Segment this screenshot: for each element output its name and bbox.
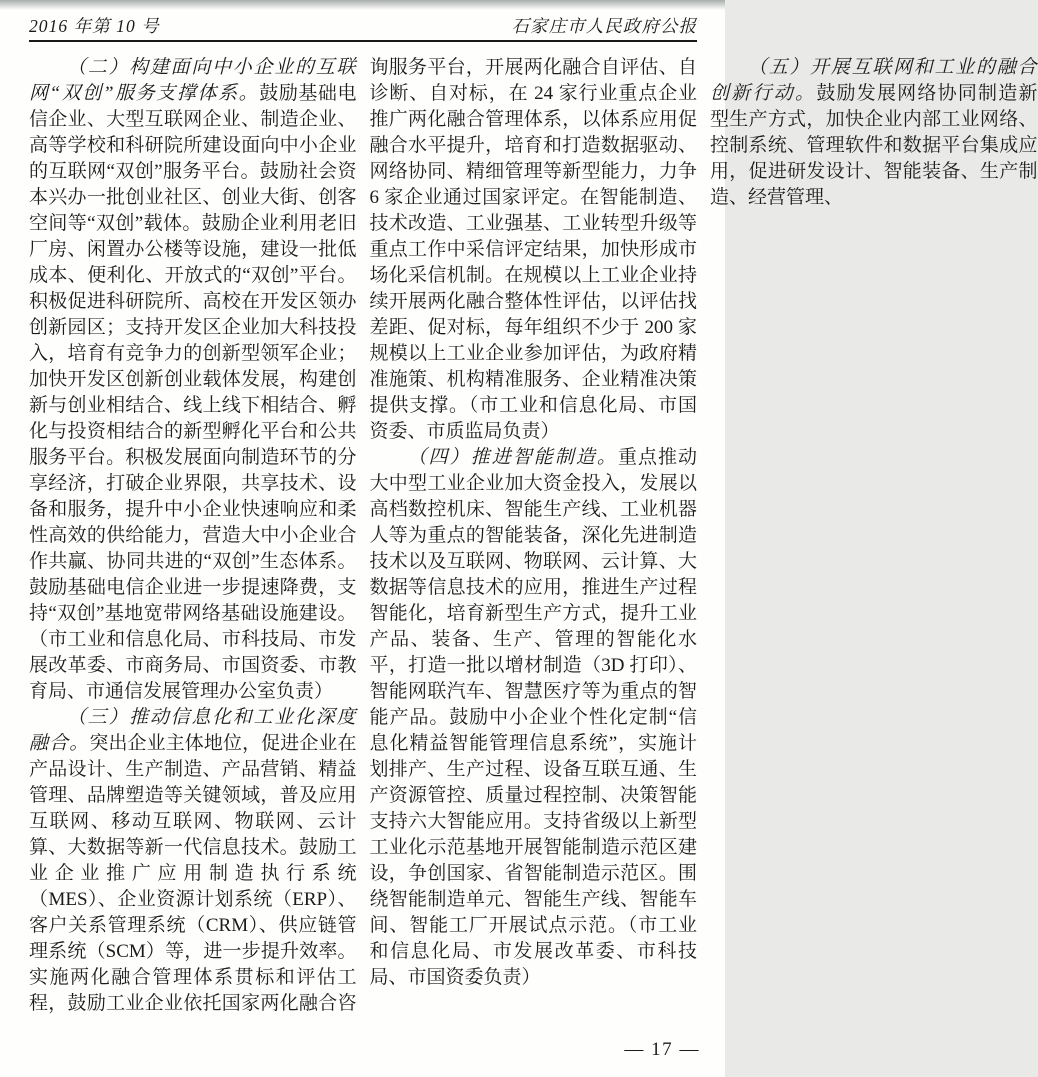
page-number: — 17 — bbox=[624, 1039, 700, 1060]
page-footer bbox=[624, 1039, 700, 1061]
section-5-heading: （五）开展互联网和工业的融合创新行动。 bbox=[710, 57, 1038, 104]
section-4-text: 重点推动大中型工业企业加大资金投入，发展以高档数控机床、智能生产线、工业机器人等为重点的智能装备，深化先进制造技术以及互联网、物联网、云计算、大数据等信息技术的应用，推进生产过程智能化，培育新型生产方式，提升工业产品、装备、生产、管理的智能化水平，打造一批以增材制造（3D 打印）、智能网联汽车、智慧医疗等为重点的智能产品。鼓励中小企业个性化定制“信息化精益智能管理信息系统”，实施计划排产、生产过程、设备互联互通、生产资源管控、质量过程控制、决策智能支持六大智能应用。支持省级以上新型工业化示范基地开展智能制造示范区建设，争创国家、省智能制造示范区。围绕智能制造单元、智能生产线、智能车间、智能工厂开展试点示范。（市工业和信息化局、市发展改革委、市科技局、市国资委负责） bbox=[369, 447, 697, 988]
section-2-heading: （二）构建面向中小企业的互联网“双创”服务支撑体系。 bbox=[29, 57, 357, 104]
section-4-heading: （四）推进智能制造。 bbox=[407, 447, 618, 468]
section-5-text: 鼓励发展网络协同制造新型生产方式，加快企业内部工业网络、控制系统、管理软件和数据平台集成应用，促进研发设计、智能装备、生产制造、经营管理、 bbox=[710, 83, 1038, 208]
issue-number: 2016 年第 10 号 bbox=[29, 16, 160, 36]
article-body bbox=[29, 55, 1038, 1025]
header-rule bbox=[29, 40, 697, 42]
paragraph-section-2 bbox=[29, 55, 357, 705]
page-header bbox=[29, 13, 697, 38]
paragraph-section-4 bbox=[370, 445, 698, 991]
section-2-text: 鼓励基础电信企业、大型互联网企业、制造企业、高等学校和科研院所建设面向中小企业的互联网“双创”服务平台。鼓励社会资本兴办一批创业社区、创业大街、创客空间等“双创”载体。鼓励企业利用老旧厂房、闲置办公楼等设施，建设一批低成本、便利化、开放式的“双创”平台。积极促进科研院所、高校在开发区领办创新园区；支持开发区企业加大科技投入，培育有竞争力的创新型领军企业；加快开发区创新创业载体发展，构建创新与创业相结合、线上线下相结合、孵化与投资相结合的新型孵化平台和公共服务平台。积极发展面向制造环节的分享经济，打破企业界限，共享技术、设备和服务，提升中小企业快速响应和柔性高效的供给能力，营造大中小企业合作共赢、协同共进的“双创”生态体系。鼓励基础电信企业进一步提速降费，支持“双创”基地宽带网络基础设施建设。（市工业和信息化局、市科技局、市发展改革委、市商务局、市国资委、市教育局、市通信发展管理办公室负责） bbox=[29, 83, 357, 702]
section-3-heading: （三）推动信息化和工业化深度融合。 bbox=[29, 707, 357, 754]
scan-edge-shadow bbox=[0, 0, 725, 10]
section-3-text: 突出企业主体地位，促进企业在产品设计、生产制造、产品营销、精益管理、品牌塑造等关键领域，普及应用互联网、移动互联网、物联网、云计算、大数据等新一代信息技术。鼓励工业企业推广应用制造执行系统（MES）、企业资源计划系统（ERP）、客户关系管理系统（CRM）、供应链管理系统（SCM）等，进一步提升效率。实施两化融合管理体系贯标和评估工程，鼓励工业企业依托国家两化融合咨询服务平台，开展两化融合自评估、自诊断、自对标，在 24 家行业重点企业推广两化融合管理体系，以体系应用促融合水平提升，培育和打造数据驱动、网络协同、精细管理等新型能力，力争 6 家企业通过国家评定。在智能制造、技术改造、工业强基、工业转型升级等重点工作中采信评定结果，加快形成市场化采信机制。在规模以上工业企业持续开展两化融合整体性评估，以评估找差距、促对标，每年组织不少于 200 家规模以上工业企业参加评估，为政府精准施策、机构精准服务、企业精准决策提供支撑。（市工业和信息化局、市国资委、市质监局负责） bbox=[29, 57, 697, 1014]
paragraph-section-5 bbox=[710, 55, 1038, 211]
publication-title: 石家庄市人民政府公报 bbox=[511, 16, 697, 36]
